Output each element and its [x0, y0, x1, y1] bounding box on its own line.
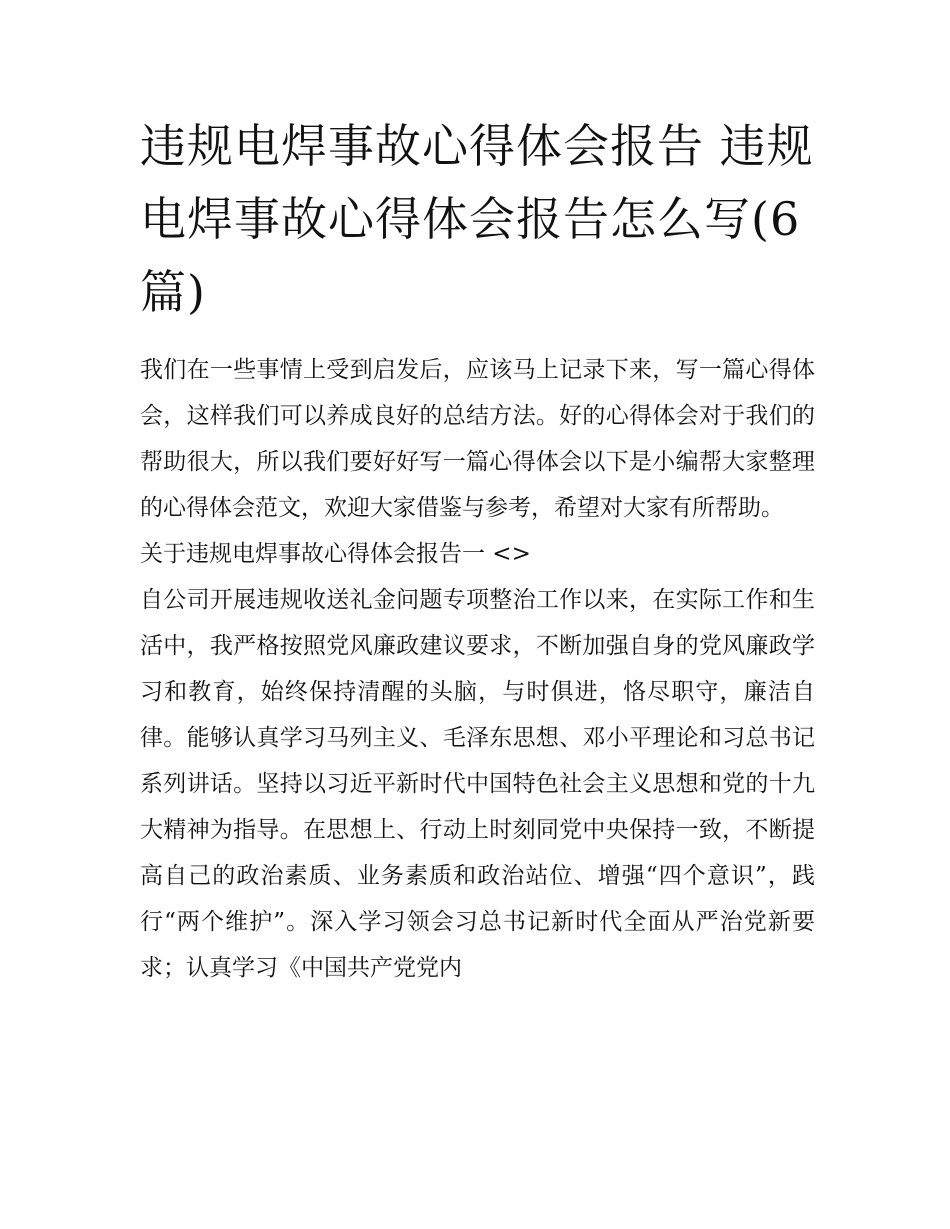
- intro-paragraph: 我们在一些事情上受到启发后，应该马上记录下来，写一篇心得体会，这样我们可以养成良好的总结方法。好的心得体会对于我们的帮助很大，所以我们要好好写一篇心得体会以下是小编帮大家整理的心得体会范文，欢迎大家借鉴与参考，希望对大家有所帮助。: [140, 357, 815, 521]
- document-page: [140, 110, 815, 991]
- body-paragraph: 自公司开展违规收送礼金问题专项整治工作以来，在实际工作和生活中，我严格按照党风廉政建议要求，不断加强自身的党风廉政学习和教育，始终保持清醒的头脑，与时俱进，恪尽职守，廉洁自律。能够认真学习马列主义、毛泽东思想、邓小平理论和习总书记系列讲话。坚持以习近平新时代中国特色社会主义思想和党的十九大精神为指导。在思想上、行动上时刻同党中央保持一致，不断提高自己的政治素质、业务素质和政治站位、增强“四个意识”，践行“两个维护”。深入学习领会习总书记新时代全面从严治党新要求；认真学习《中国共产党党内: [140, 587, 815, 981]
- section-heading: 关于违规电焊事故心得体会报告一 <>: [140, 541, 531, 567]
- document-title: 违规电焊事故心得体会报告 违规电焊事故心得体会报告怎么写(6篇): [140, 119, 814, 319]
